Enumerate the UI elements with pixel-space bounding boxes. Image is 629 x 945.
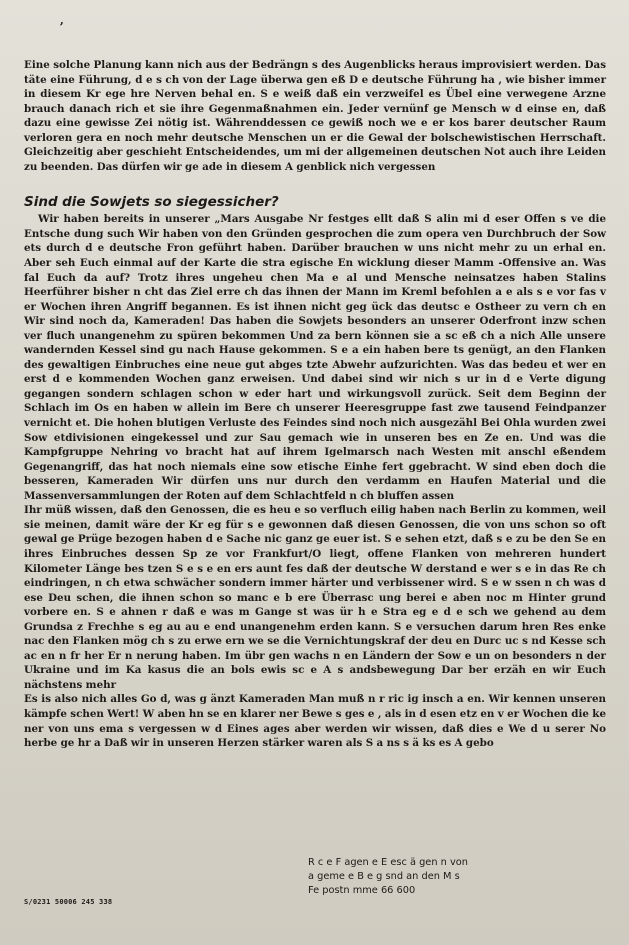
body-paragraph: Wir haben bereits in unserer „Mars Ausgabe Nr festges ellt daß S alin mi d eser Offen s ve die Entsche dung such Wir haben von den Gründen gesprochen die zum opera ven Durchbruch der Sow ets durch d e deutsche Fron geführt haben. Darüber brauchen w uns nicht mehr zu un erhal en. Aber seh Euch einmal auf der Karte die stra egische En wicklung dieser Mamm -Offensive an. Was fal Euch da auf? Trotz ihres ungeheu chen Ma e al und Mensche neinsatzes haben Stalins Heerführer bisher n cht das Ziel erre ch das ihnen der Mann im Kreml befohlen a e als s e vor fas v er Wochen ihren Angriff begannen. Es ist ihnen nicht geg ück das deutsc e Ostheer zu vern ch en Wir sind noch da, Kameraden! Das haben die Sowjets besonders an unserer Oderfront inzw schen ver fluch unangenehm zu spüren bekommen Und za bern können sie a sc eß ch a nich Alle unsere wandernden Kessel sind gu nach Hause gekommen. S e a ein haben bere ts genügt, an den Flanken des gewaltigen Einbruches eine neue gut abges tzte Abwehr aufzurichten. Was das bedeu et wer en erst d e kommenden Wochen ganz erweisen. Und dabei sind wir nich s ur in d e Verte digung gegangen sondern schlagen schon w eder hart und wirkungsvoll zurück. Seit dem Beginn der Schlach im Os en haben w allein im Bere ch unserer Heeresgruppe fast zwe tausend Feindpanzer vernicht et. Die hohen blutigen Verluste des Feindes sind noch nich ausgezähl Bei Ohla wurden zwei Sow etdivisionen eingekessel und zur Sau gemach wie in unseren bes en Ze en. Und was die Kampfgruppe Nehring vo bracht hat auf ihrem Igelmarsch nach Westen mit anschl eßendem Gegenangriff, das hat noch niemals eine sow etische Einhe fert ggebracht. W sind eben doch die besseren, Kameraden Wir dürfen uns nur durch den verdamm en Haufen Material und die Massenversammlungen der Roten auf dem Schlachtfeld n ch bluffen assen (24, 213, 606, 502)
address-line: Fe postn mme 66 600 (308, 885, 416, 896)
address-block (308, 856, 608, 898)
section-heading: Sind die Sowjets so siegessicher? (24, 194, 279, 211)
address-line: R c e F agen e E esc ä gen n von (308, 857, 468, 868)
body-text (24, 58, 606, 751)
intro-paragraph: Eine solche Planung kann nich aus der Bedrängn s des Augenblicks heraus improvisiert werden. Das täte eine Führung, d e s ch von der Lage überwa gen eß D e deutsche Führung ha , wie bisher immer in diesem Kr ege hre Nerven behal en. S e weiß daß ein verzweifel es Übel eine verwegene Arzne brauch danach rich et sie ihre Gegenmaßnahmen ein. Jeder vernünf ge Mensch w d einse en, daß dazu eine gewisse Zei nötig ist. Währenddessen ce gewiß noch we e er kos barer deutscher Raum verloren gera en noch mehr deutsche Menschen un er die Gewal der bolschewistischen Herrschaft. Gleichzeitig aber geschieht Entscheidendes, um mi der allgemeinen deutschen Not auch ihre Leiden zu beenden. Das dürfen wir ge ade in diesem A genblick nich vergessen (24, 59, 606, 173)
body-paragraph: Es is also nich alles Go d, was g änzt Kameraden Man muß n r ric ig insch a en. Wir kennen unseren kämpfe schen Wert! W aben hn se en klarer ner Bewe s ges e , als in d esen etz en v er Wochen die ke ner von uns ema s vergessen w d Eines ages aber werden wir wissen, daß dies e We d u serer No herbe ge hr a Daß wir in unseren Herzen stärker waren als S a ns s ä ks es A gebo (24, 693, 606, 750)
address-line: a geme e B e g snd an den M s (308, 871, 460, 882)
top-mark: , (60, 14, 64, 27)
body-paragraph: Ihr müß wissen, daß den Genossen, die es heu e so verfluch eilig haben nach Berlin zu kommen, weil sie meinen, damit wäre der Kr eg für s e gewonnen daß diesen Genossen, die von uns schon so oft gewal ge Prüge bezogen haben d e Sache nic ganz ge euer ist. S e sehen etzt, daß s e zu be den Se en ihres Einbruches dessen Sp ze vor Frankfurt/O liegt, offene Flanken von mehreren hundert Kilometer Länge bes tzen S e s e en ers aunt fes daß der deutsche W derstand e wer s e in das Re ch eindringen, n ch etwa schwächer sondern immer härter und verbissener wird. S e w ssen n ch was d ese Deu schen, die ihnen schon so manc e b ere Überrasc ung berei e aben noc m Hinter grund vorbere en. S e ahnen r daß e was m Gange st was ür h e Stra eg e d e sch we gehend au dem Grundsa z Frechhe s eg au au e end unangenehm erden kann. S e versuchen darum hren Res enke nac den Flanken mög ch s zu erwe ern we se die Vernichtungskraf der deu en Durc uc s nd Kesse sch ac en n fr her Er n nerung haben. Im übr gen wachs n en Ländern der Sow e un on besonders n der Ukraine und im Ka kasus die an bols ewis sc e A s andsbewegung Dar ber erzäh en wir Euch nächstens mehr (24, 504, 606, 691)
print-code: S/0231 50006 245 338 (24, 898, 113, 906)
